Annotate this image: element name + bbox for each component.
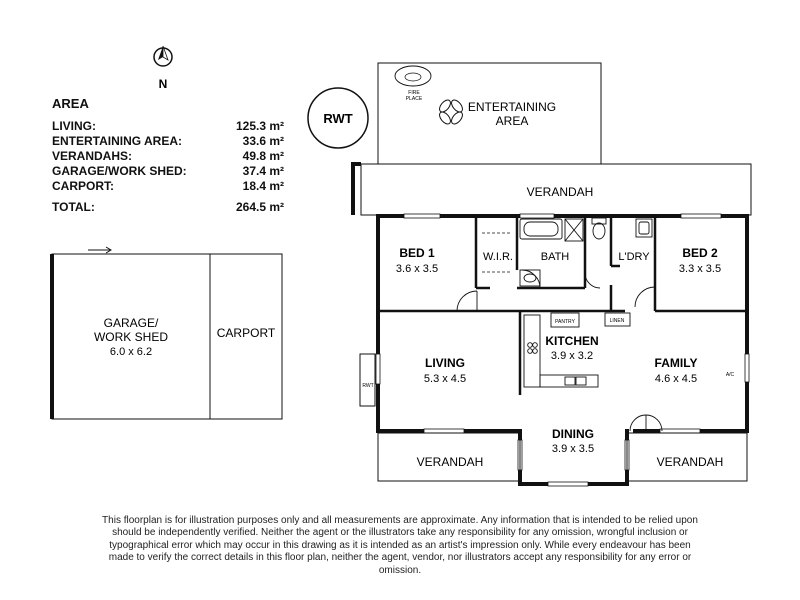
area-label: GARAGE/WORK SHED: bbox=[52, 164, 187, 178]
sink-icon bbox=[565, 377, 575, 385]
rwt-small-label: RWT bbox=[362, 383, 374, 389]
kitchen-label: KITCHEN bbox=[545, 334, 599, 348]
verandah-left-label: VERANDAH bbox=[416, 455, 484, 469]
north-arrow bbox=[154, 46, 172, 91]
north-label: N bbox=[158, 77, 168, 91]
area-value: 49.8 m² bbox=[242, 149, 284, 163]
area-row bbox=[52, 179, 284, 194]
entertaining-area bbox=[378, 63, 601, 164]
bed2-label: BED 2 bbox=[682, 246, 718, 260]
living-size: 5.3 x 4.5 bbox=[423, 373, 467, 385]
ldry-label: L'DRY bbox=[618, 251, 650, 263]
garage-label-line1: GARAGE/ bbox=[103, 316, 159, 330]
area-row bbox=[52, 134, 284, 149]
fireplace-label-line2: PLACE bbox=[405, 96, 423, 102]
family-label: FAMILY bbox=[654, 356, 698, 370]
bed2-size: 3.3 x 3.5 bbox=[678, 263, 722, 275]
verandah-top-label: VERANDAH bbox=[526, 185, 594, 199]
garage-label-line2: WORK SHED bbox=[93, 330, 169, 344]
room-labels bbox=[94, 246, 735, 469]
dining-label: DINING bbox=[552, 427, 594, 441]
verandah-right-label: VERANDAH bbox=[656, 455, 724, 469]
wir-label: W.I.R. bbox=[483, 251, 513, 263]
area-total-label: TOTAL: bbox=[52, 200, 95, 214]
family-size: 4.6 x 4.5 bbox=[654, 373, 698, 385]
bath-label: BATH bbox=[540, 251, 570, 263]
kitchen-size: 3.9 x 3.2 bbox=[550, 350, 594, 362]
bed1-label: BED 1 bbox=[399, 246, 435, 260]
area-total-row bbox=[52, 200, 284, 215]
rwt-tank-label: RWT bbox=[323, 111, 353, 126]
area-table bbox=[52, 96, 284, 215]
area-row bbox=[52, 164, 284, 179]
rwt-small-box bbox=[360, 354, 375, 406]
dining-size: 3.9 x 3.5 bbox=[551, 443, 595, 455]
area-value: 18.4 m² bbox=[242, 179, 284, 193]
ac-label: A/C bbox=[725, 372, 735, 378]
pantry-label: PANTRY bbox=[555, 319, 575, 325]
area-value: 33.6 m² bbox=[242, 134, 284, 148]
verandah-top bbox=[351, 164, 751, 215]
area-value: 125.3 m² bbox=[235, 119, 284, 133]
fireplace-label-line1: FIRE bbox=[408, 90, 420, 96]
ceiling-fan-icon bbox=[437, 98, 464, 126]
area-label: LIVING: bbox=[52, 119, 96, 133]
area-label: CARPORT: bbox=[52, 179, 114, 193]
area-label: ENTERTAINING AREA: bbox=[52, 134, 182, 148]
carport-label: CARPORT bbox=[216, 326, 276, 340]
linen-label: LINEN bbox=[609, 318, 625, 324]
rainwater-tank bbox=[308, 88, 368, 148]
entertaining-label-line1: ENTERTAINING bbox=[467, 100, 557, 114]
area-value: 37.4 m² bbox=[242, 164, 284, 178]
area-row bbox=[52, 149, 284, 164]
living-label: LIVING bbox=[424, 356, 466, 370]
area-total-value: 264.5 m² bbox=[235, 200, 284, 214]
area-heading: AREA bbox=[52, 96, 89, 111]
area-label: VERANDAHS: bbox=[52, 149, 133, 163]
area-row bbox=[52, 119, 284, 134]
garage-size: 6.0 x 6.2 bbox=[109, 346, 153, 358]
entertaining-label-line2: AREA bbox=[495, 114, 529, 128]
disclaimer-text: This floorplan is for illustration purposes only and all measurements are approximate. Any information that is intended to be relied upon should be independently verified. Neither the agent or the illustrators take any responsibility for any omission, wrongful inclusion or typographical error which may occur in this drawing as it is intended as an artist's impression only. While every endeavour has been made to verify the correct details in this floor plan, neither the agent, vendor, nor illustrators accept any responsibility for any error or omission. bbox=[102, 515, 698, 576]
bed1-size: 3.6 x 3.5 bbox=[395, 263, 439, 275]
